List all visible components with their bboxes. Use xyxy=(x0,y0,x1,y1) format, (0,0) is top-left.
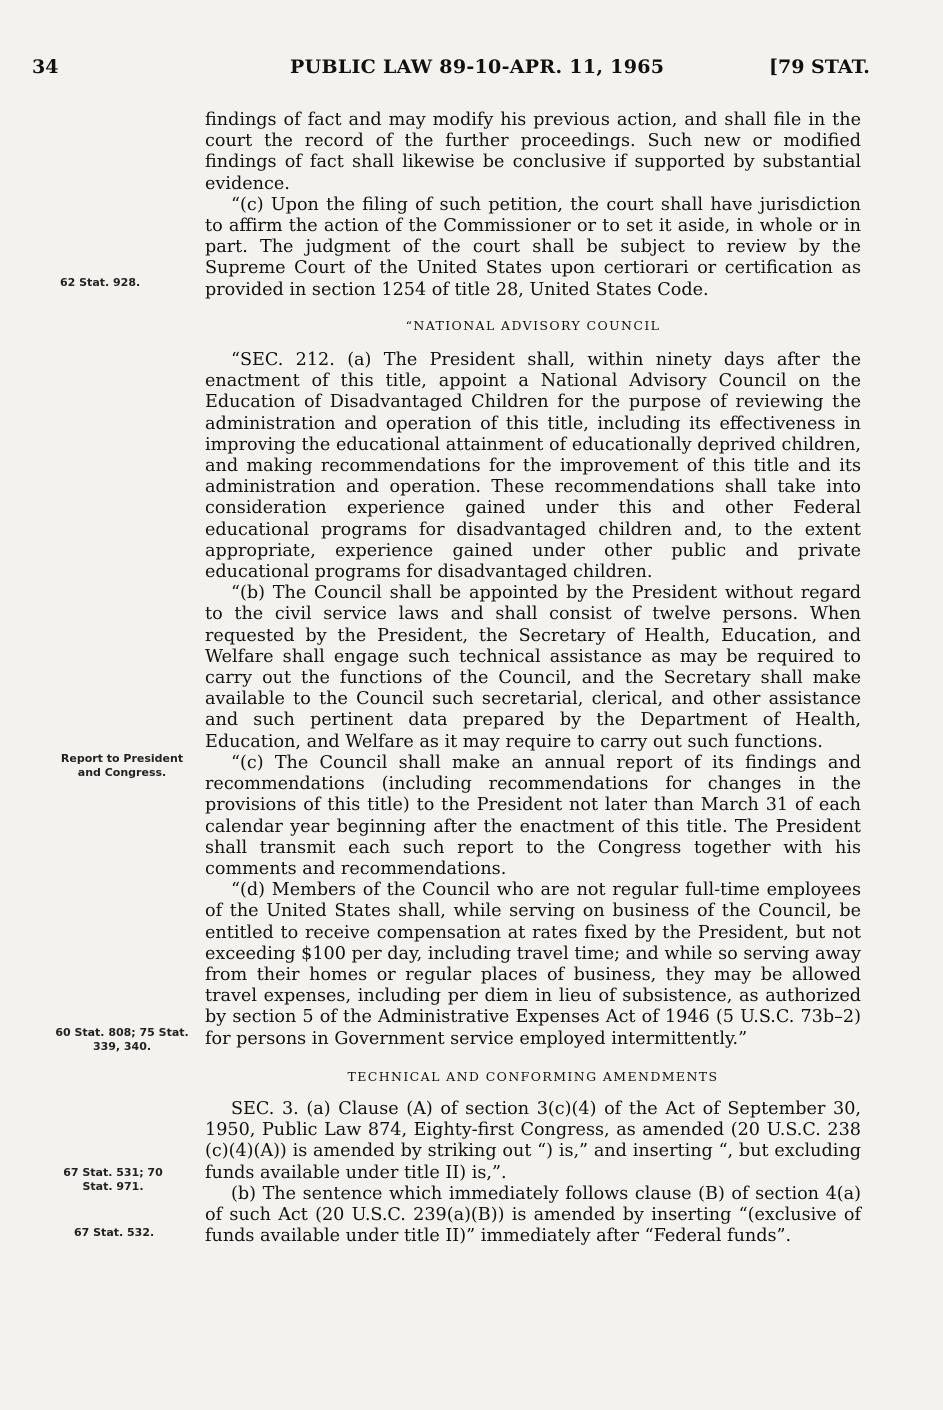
paragraph-sec-3-b: (b) The sentence which immediately follows clause (B) of section 4(a) of such Act (20 U.S.C. 239(a)(B)) is amended by inserting “(exclusive of funds available under title II)” immediately after “Federal funds”. xyxy=(205,1183,861,1247)
page-header xyxy=(0,56,943,88)
margin-note-report: Report to President and Congress. xyxy=(60,752,184,779)
paragraph-sec-212-d: “(d) Members of the Council who are not regular full-time employees of the United States shall, while serving on business of the Council, be entitled to receive compensation at rates fixed by the President, but not exceeding $100 per day, including travel time; and while so serving away from their homes or regular places of business, they may be allowed travel expenses, including per diem in lieu of subsistence, as authorized by section 5 of the Administrative Expenses Act of 1946 (5 U.S.C. 73b–2) for persons in Government service employed intermittently.” xyxy=(205,880,861,1049)
paragraph-continuation: findings of fact and may modify his previous action, and shall file in the court the record of the further proceedings. Such new or modified findings of fact shall likewise be conclusive if supported by substantial evidence. xyxy=(205,110,861,194)
margin-note-67-stat-532: 67 Stat. 532. xyxy=(74,1226,155,1239)
paragraph-sec-3-a: SEC. 3. (a) Clause (A) of section 3(c)(4) of the Act of September 30, 1950, Public Law 874, Eighty-first Congress, as amended (20 U.S.C. 238 (c)(4)(A)) is amended by striking out “) is,” and inserting “, but excluding funds available under title II) is,”. xyxy=(205,1098,861,1183)
paragraph-c-judicial-review: “(c) Upon the filing of such petition, the court shall have jurisdiction to affirm the action of the Commissioner or to set it aside, in whole or in part. The judgment of the court shall be subject to review by the Supreme Court of the United States upon certiorari or certification as provided in section 1254 of title 28, United States Code. xyxy=(205,194,861,300)
margin-note-60-stat: 60 Stat. 808; 75 Stat. 339, 340. xyxy=(55,1026,189,1053)
paragraph-sec-212-c: “(c) The Council shall make an annual report of its findings and recommendations (including recommendations for changes in the provisions of this title) to the President not later than March 31 of each calendar year beginning after the enactment of this title. The President shall transmit each such report to the Congress together with his comments and recommendations. xyxy=(205,752,861,879)
margin-note-67-stat-531: 67 Stat. 531; 70 Stat. 971. xyxy=(63,1166,163,1193)
statute-reference: [79 STAT. xyxy=(769,56,870,78)
running-head: PUBLIC LAW 89-10-APR. 11, 1965 xyxy=(290,56,665,78)
page-number: 34 xyxy=(32,56,59,78)
margin-note-62-stat: 62 Stat. 928. xyxy=(60,276,141,289)
section-heading-technical-amendments: TECHNICAL AND CONFORMING AMENDMENTS xyxy=(347,1068,719,1084)
document-body xyxy=(205,110,861,1247)
section-heading-national-advisory-council: “NATIONAL ADVISORY COUNCIL xyxy=(405,317,661,333)
paragraph-sec-212-a: “SEC. 212. (a) The President shall, within ninety days after the enactment of this title, appoint a National Advisory Council on the Education of Disadvantaged Children for the purpose of reviewing the administration and operation of this title, including its effectiveness in improving the educational attainment of educationally deprived children, and making recommendations for the improvement of this title and its administration and operation. These recommendations shall take into consideration experience gained under this and other Federal educational programs for disadvantaged children and, to the extent appropriate, experience gained under other public and private educational programs for disadvantaged children. xyxy=(205,350,861,583)
paragraph-sec-212-b: “(b) The Council shall be appointed by the President without regard to the civil service laws and shall consist of twelve persons. When requested by the President, the Secretary of Health, Education, and Welfare shall engage such technical assistance as may be required to carry out the functions of the Council, and the Secretary shall make available to the Council such secretarial, clerical, and other assistance and such pertinent data prepared by the Department of Health, Education, and Welfare as it may require to carry out such functions. xyxy=(205,583,861,752)
